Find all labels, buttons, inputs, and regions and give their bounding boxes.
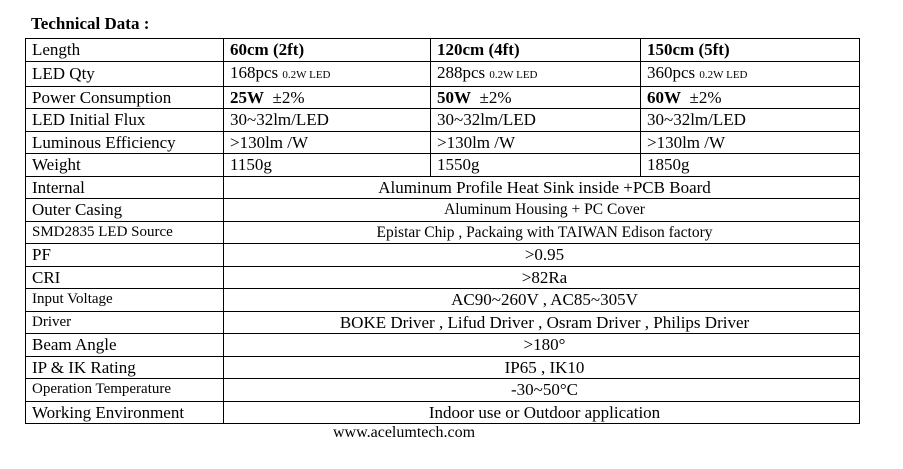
technical-data-table [25,38,860,424]
table-row-flux [26,109,860,132]
qty-unit: 0.2W LED [282,68,331,81]
row-label: Beam Angle [26,334,224,357]
row-value: >180° [224,334,860,357]
length-60cm: 60cm (2ft) [224,39,431,62]
length-120cm: 120cm (4ft) [431,39,641,62]
power-150cm [641,86,860,109]
row-label: Luminous Efficiency [26,131,224,154]
power-watts: 25W [230,87,264,107]
row-label: PF [26,244,224,267]
flux-150cm: 30~32lm/LED [641,109,860,132]
power-120cm [431,86,641,109]
row-value: BOKE Driver , Lifud Driver , Osram Driver , Philips Driver [224,311,860,334]
row-label: IP & IK Rating [26,356,224,379]
qty-unit: 0.2W LED [699,68,748,81]
row-value: AC90~260V , AC85~305V [224,289,860,312]
power-tolerance: ±2% [479,87,512,107]
table-row-led-qty [26,61,860,86]
row-value: >82Ra [224,266,860,289]
row-value: Aluminum Profile Heat Sink inside +PCB Board [224,176,860,199]
row-label: LED Qty [26,61,224,86]
row-value: -30~50°C [224,379,860,402]
table-row-spanned [26,266,860,289]
power-60cm [224,86,431,109]
qty-value: 288pcs [437,62,486,82]
table-row-spanned [26,289,860,312]
weight-60cm: 1150g [224,154,431,177]
row-label: Length [26,39,224,62]
efficiency-60cm: >130lm /W [224,131,431,154]
table-row-spanned [26,221,860,244]
section-heading: Technical Data : [31,14,150,33]
table-row-spanned [26,379,860,402]
table-row-power [26,86,860,109]
efficiency-150cm: >130lm /W [641,131,860,154]
row-label: Operation Temperature [26,379,224,402]
row-value: IP65 , IK10 [224,356,860,379]
power-watts: 60W [647,87,681,107]
row-label: Power Consumption [26,86,224,109]
table-row-spanned [26,334,860,357]
row-label: Driver [26,311,224,334]
row-value: >0.95 [224,244,860,267]
qty-value: 360pcs [647,62,696,82]
row-label: Working Environment [26,401,224,424]
table-row-weight [26,154,860,177]
table-row-spanned [26,244,860,267]
row-value: Epistar Chip , Packaing with TAIWAN Edison factory [224,221,860,244]
flux-60cm: 30~32lm/LED [224,109,431,132]
led-qty-150cm [641,61,860,86]
qty-unit: 0.2W LED [489,68,538,81]
row-label: Outer Casing [26,199,224,222]
table-row-spanned [26,176,860,199]
table-row-spanned [26,401,860,424]
power-tolerance: ±2% [272,87,305,107]
row-label: Weight [26,154,224,177]
qty-value: 168pcs [230,62,279,82]
row-label: SMD2835 LED Source [26,221,224,244]
weight-120cm: 1550g [431,154,641,177]
efficiency-120cm: >130lm /W [431,131,641,154]
table-row-efficiency [26,131,860,154]
led-qty-60cm [224,61,431,86]
website-footer: www.acelumtech.com [333,424,476,441]
weight-150cm: 1850g [641,154,860,177]
row-label: Internal [26,176,224,199]
flux-120cm: 30~32lm/LED [431,109,641,132]
power-watts: 50W [437,87,471,107]
power-tolerance: ±2% [689,87,722,107]
row-label: CRI [26,266,224,289]
table-row-spanned [26,356,860,379]
table-row-length [26,39,860,62]
row-value: Aluminum Housing + PC Cover [224,199,860,222]
table-row-spanned [26,199,860,222]
led-qty-120cm [431,61,641,86]
length-150cm: 150cm (5ft) [641,39,860,62]
row-label: LED Initial Flux [26,109,224,132]
row-value: Indoor use or Outdoor application [224,401,860,424]
row-label: Input Voltage [26,289,224,312]
table-row-spanned [26,311,860,334]
